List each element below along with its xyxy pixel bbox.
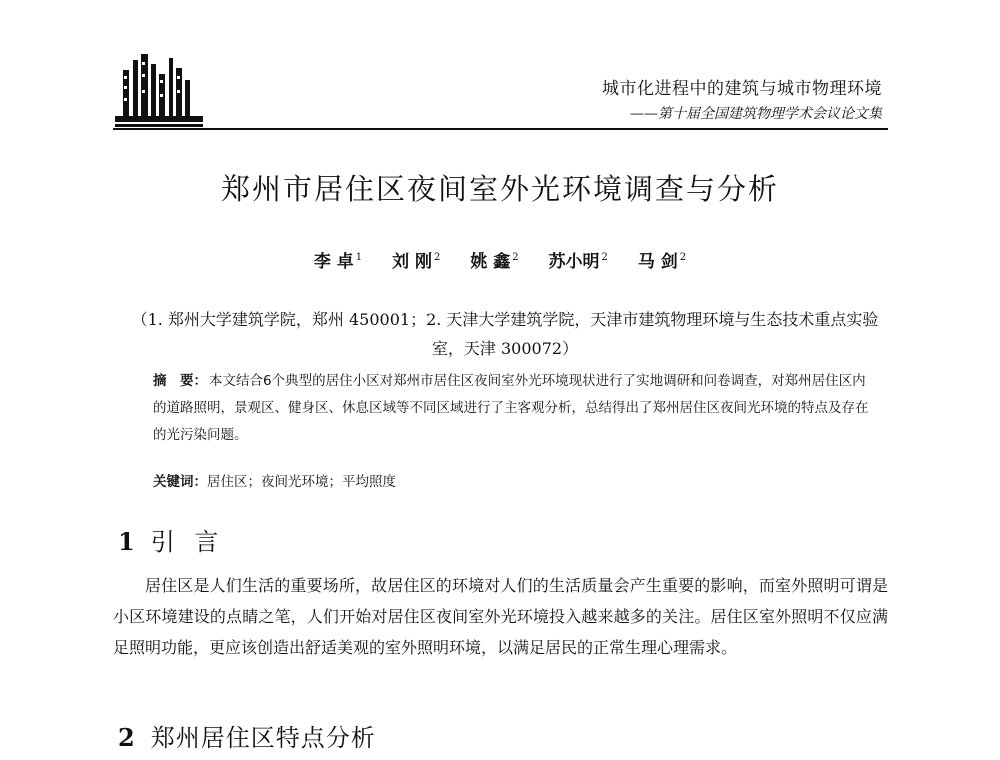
section-heading xyxy=(118,718,376,753)
conference-subtitle: ——第十届全国建筑物理学术会议论文集 xyxy=(630,106,882,122)
affiliation: （1. 郑州大学建筑学院，郑州 450001；2. 天津大学建筑学院，天津市建筑物理环境与生态技术重点实验室，天津 300072） xyxy=(131,310,879,358)
conference-logo xyxy=(113,50,205,130)
section-body: 居住区是人们生活的重要场所，故居住区的环境对人们的生活质量会产生重要的影响，而室外照明可谓是小区环境建设的点睛之笔，人们开始对居住区夜间室外光环境投入越来越多的关注。居住区室外照明不仅应满足照明功能，更应该创造出舒适美观的室外照明环境，以满足居民的正常生理心理需求。 xyxy=(113,576,888,657)
keywords-label: 关键词： xyxy=(153,474,207,490)
abstract xyxy=(153,368,873,449)
header-divider xyxy=(113,128,888,130)
section-title: 引 言 xyxy=(150,528,225,556)
author: 马 剑 $^2$ xyxy=(637,252,687,272)
conference-header xyxy=(602,74,882,123)
section-title: 郑州居住区特点分析 xyxy=(150,724,376,752)
abstract-text: 本文结合6个典型的居住小区对郑州市居住区夜间室外光环境现状进行了实地调研和问卷调查，对郑州居住区内的道路照明，景观区、健身区、休息区域等不同区域进行了主客观分析，总结得出了郑州居住区夜间光环境的特点及存在的光污染问题。 xyxy=(153,373,869,443)
abstract-label: 摘 要： xyxy=(153,373,207,389)
author: 姚 鑫 $^2$ xyxy=(470,252,519,272)
section-number: 1 xyxy=(118,527,135,556)
keywords xyxy=(153,470,396,490)
author: 李 卓 $^1$ xyxy=(313,252,363,272)
author-list xyxy=(0,247,1000,272)
author: 刘 刚 $^2$ xyxy=(392,252,441,272)
keywords-text: 居住区；夜间光环境；平均照度 xyxy=(207,474,396,490)
conference-title: 城市化进程中的建筑与城市物理环境 xyxy=(602,79,882,99)
author: 苏小明 $^2$ xyxy=(548,252,608,272)
paper-title: 郑州市居住区夜间室外光环境调查与分析 xyxy=(220,172,779,206)
section-number: 2 xyxy=(118,723,135,752)
section-heading xyxy=(118,522,224,557)
